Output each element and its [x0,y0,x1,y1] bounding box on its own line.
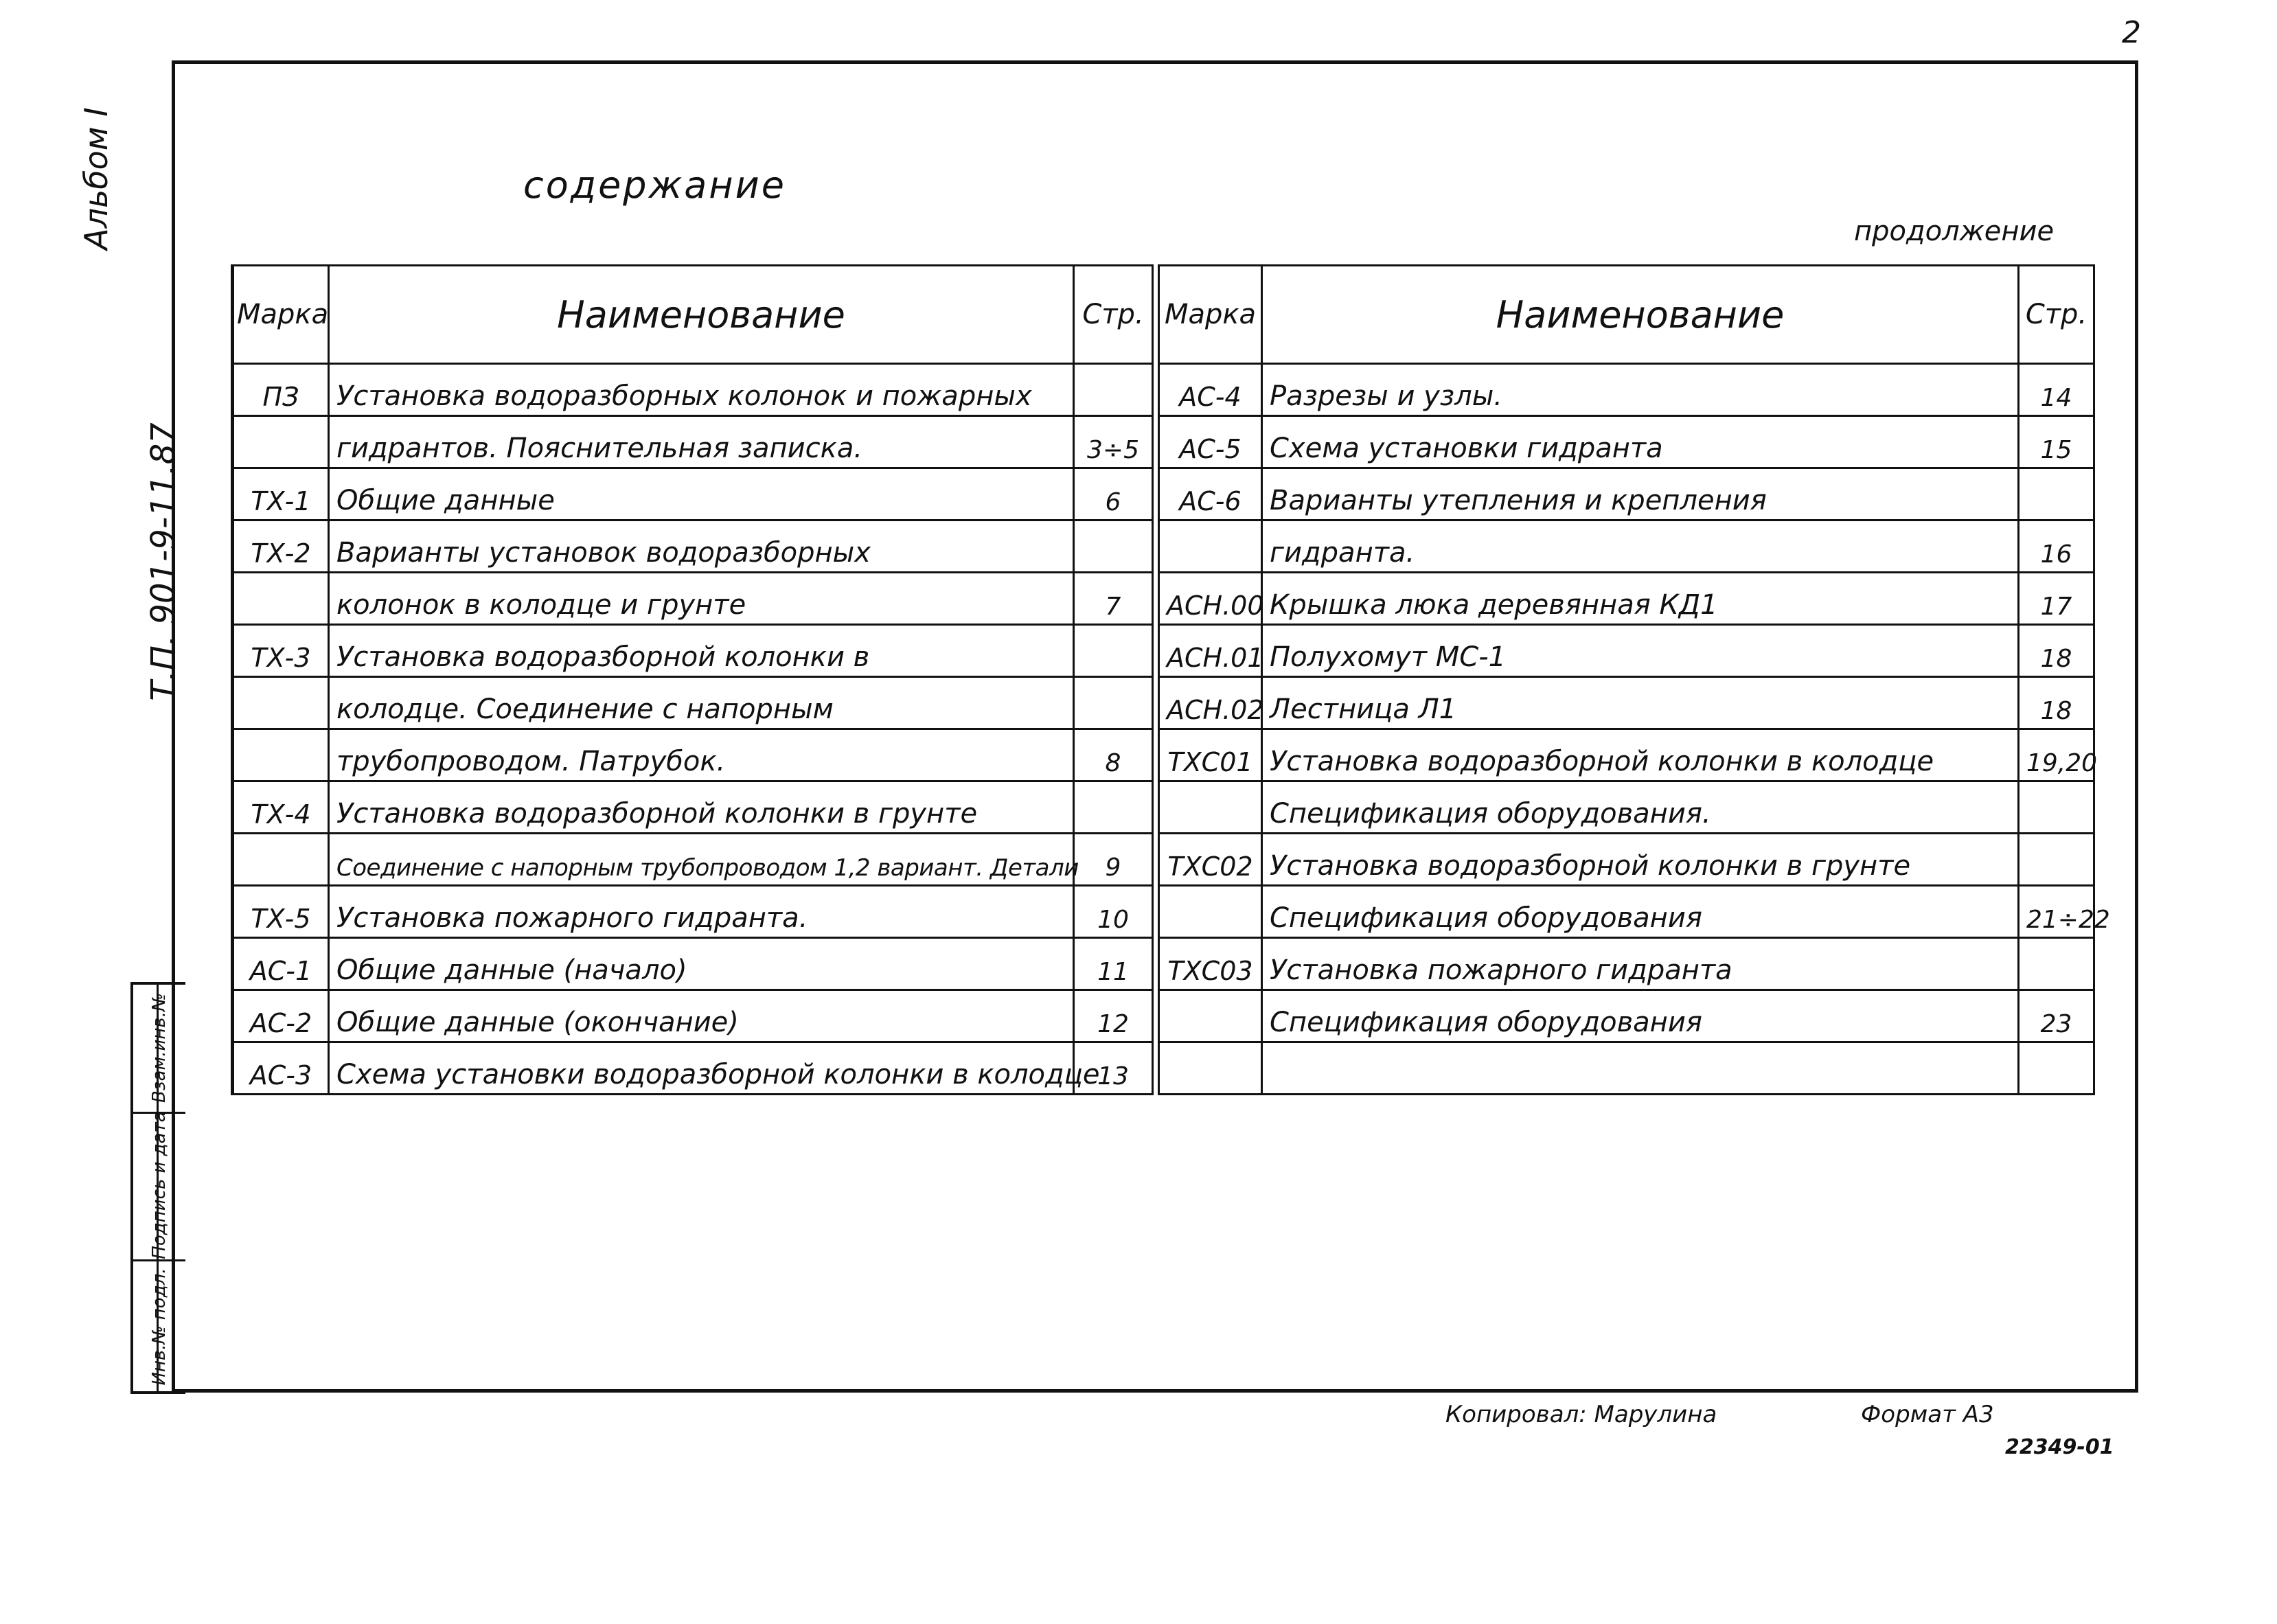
row-page [1074,677,1153,729]
row-page: 18 [2019,625,2094,677]
row-name: Установка пожарного гидранта [1262,938,2019,990]
row-mark: АСН.01 [1159,625,1262,677]
row-page [1074,625,1153,677]
sheet-format: Формат А3 [1861,1401,1994,1428]
row-mark [233,834,329,886]
table-row [1159,677,2094,729]
row-mark: АС-3 [233,1042,329,1095]
row-name: Разрезы и узлы. [1262,364,2019,416]
project-code: Т.П. 901-9-11.87 [144,422,183,701]
table-row [233,781,1153,834]
row-name: Установка водоразборной колонки в [329,625,1074,677]
row-page: 15 [2019,416,2094,468]
row-mark: АС-5 [1159,416,1262,468]
header-page: Стр. [2019,266,2094,364]
row-name: Общие данные (начало) [329,938,1074,990]
row-page [2019,1042,2094,1095]
row-page [1074,521,1153,573]
row-page: 19,20 [2019,729,2094,781]
table-row [233,990,1153,1042]
row-page: 3÷5 [1074,416,1153,468]
table-row [233,573,1153,625]
row-page: 7 [1074,573,1153,625]
row-name: Установка водоразборных колонок и пожарных [329,364,1074,416]
table-row [1159,834,2094,886]
row-mark [233,416,329,468]
table-row [233,416,1153,468]
row-name: Спецификация оборудования. [1262,781,2019,834]
row-name: Установка пожарного гидранта. [329,886,1074,938]
row-mark: ТХ-2 [233,521,329,573]
row-mark: ТХ-1 [233,468,329,521]
row-page: 11 [1074,938,1153,990]
table-row [233,886,1153,938]
copied-by: Копировал: Марулина [1445,1401,1717,1428]
stamp-replace-inv: Взам.инв.№ [149,993,170,1103]
row-name: Схема установки водоразборной колонки в колодце [329,1042,1074,1095]
row-page: 14 [2019,364,2094,416]
row-mark [1159,886,1262,938]
table-row [233,521,1153,573]
drawing-code: 22349-01 [2005,1435,2114,1459]
row-page: 17 [2019,573,2094,625]
row-name [1262,1042,2019,1095]
stamp-divider [133,1259,185,1261]
row-page: 23 [2019,990,2094,1042]
table-row [1159,416,2094,468]
row-mark: ТХС01 [1159,729,1262,781]
header-name: Наименование [1262,266,2019,364]
album-label: Альбом I [78,107,115,250]
row-name: Установка водоразборной колонки в колодце [1262,729,2019,781]
row-page [2019,468,2094,521]
header-page: Стр. [1074,266,1153,364]
page-title: содержание [523,163,786,207]
row-page: 9 [1074,834,1153,886]
row-page: 21÷22 [2019,886,2094,938]
row-name: Спецификация оборудования [1262,886,2019,938]
row-mark: ТХ-3 [233,625,329,677]
table-row [1159,886,2094,938]
row-mark: АСН.02 [1159,677,1262,729]
table-row [1159,938,2094,990]
row-mark: АС-2 [233,990,329,1042]
row-page [2019,938,2094,990]
row-page [1074,364,1153,416]
row-name: Установка водоразборной колонки в грунте [1262,834,2019,886]
table-row [1159,625,2094,677]
table-row [233,729,1153,781]
stamp-inner-line [157,982,159,1394]
row-name: Общие данные (окончание) [329,990,1074,1042]
row-name: Крышка люка деревянная КД1 [1262,573,2019,625]
table-row [233,938,1153,990]
row-name: Лестница Л1 [1262,677,2019,729]
row-mark: АС-1 [233,938,329,990]
table-row [1159,781,2094,834]
row-mark: АСН.00 [1159,573,1262,625]
contents-table-right [1158,264,2110,1095]
row-name: Варианты утепления и крепления [1262,468,2019,521]
row-mark: ТХС03 [1159,938,1262,990]
row-name: гидрантов. Пояснительная записка. [329,416,1074,468]
row-page: 16 [2019,521,2094,573]
header-mark: Марка [1159,266,1262,364]
table-row [1159,468,2094,521]
table-row [1159,521,2094,573]
row-mark [1159,781,1262,834]
row-mark: АС-4 [1159,364,1262,416]
row-name: колодце. Соединение с напорным [329,677,1074,729]
row-page: 12 [1074,990,1153,1042]
row-name: Соединение с напорным трубопроводом 1,2 вариант. Детали [329,834,1074,886]
row-page: 8 [1074,729,1153,781]
row-page: 18 [2019,677,2094,729]
row-name: Спецификация оборудования [1262,990,2019,1042]
page-number: 2 [2122,15,2141,50]
row-mark [1159,521,1262,573]
table-row [1159,364,2094,416]
row-mark: ТХ-4 [233,781,329,834]
row-page [2019,781,2094,834]
row-page: 13 [1074,1042,1153,1095]
table-row [233,364,1153,416]
table-row [233,468,1153,521]
continuation-label: продолжение [1854,216,2055,247]
row-mark: ТХС02 [1159,834,1262,886]
row-mark [233,677,329,729]
row-page: 6 [1074,468,1153,521]
row-name: гидранта. [1262,521,2019,573]
row-name: Схема установки гидранта [1262,416,2019,468]
row-name: Полухомут МС-1 [1262,625,2019,677]
row-name: Общие данные [329,468,1074,521]
table-row [233,1042,1153,1095]
table-header [233,266,1153,364]
header-name: Наименование [329,266,1074,364]
row-name: Варианты установок водоразборных [329,521,1074,573]
table-row [233,677,1153,729]
row-name: трубопроводом. Патрубок. [329,729,1074,781]
row-name: колонок в колодце и грунте [329,573,1074,625]
table-row [233,625,1153,677]
table-row [1159,1042,2094,1095]
row-page [1074,781,1153,834]
row-mark: ТХ-5 [233,886,329,938]
row-mark [1159,990,1262,1042]
table-row [1159,573,2094,625]
row-mark [1159,1042,1262,1095]
stamp-original-inv: Инв.№ подл. [149,1268,170,1386]
table-row [1159,990,2094,1042]
row-mark [233,729,329,781]
row-page: 10 [1074,886,1153,938]
table-row [1159,729,2094,781]
row-mark [233,573,329,625]
table-header [1159,266,2094,364]
row-page [2019,834,2094,886]
contents-table-left [231,264,1154,1095]
header-mark: Марка [233,266,329,364]
table-row [233,834,1153,886]
row-name: Установка водоразборной колонки в грунте [329,781,1074,834]
stamp-signature-date: Подпись и дата [149,1111,170,1259]
row-mark: ПЗ [233,364,329,416]
row-mark: АС-6 [1159,468,1262,521]
